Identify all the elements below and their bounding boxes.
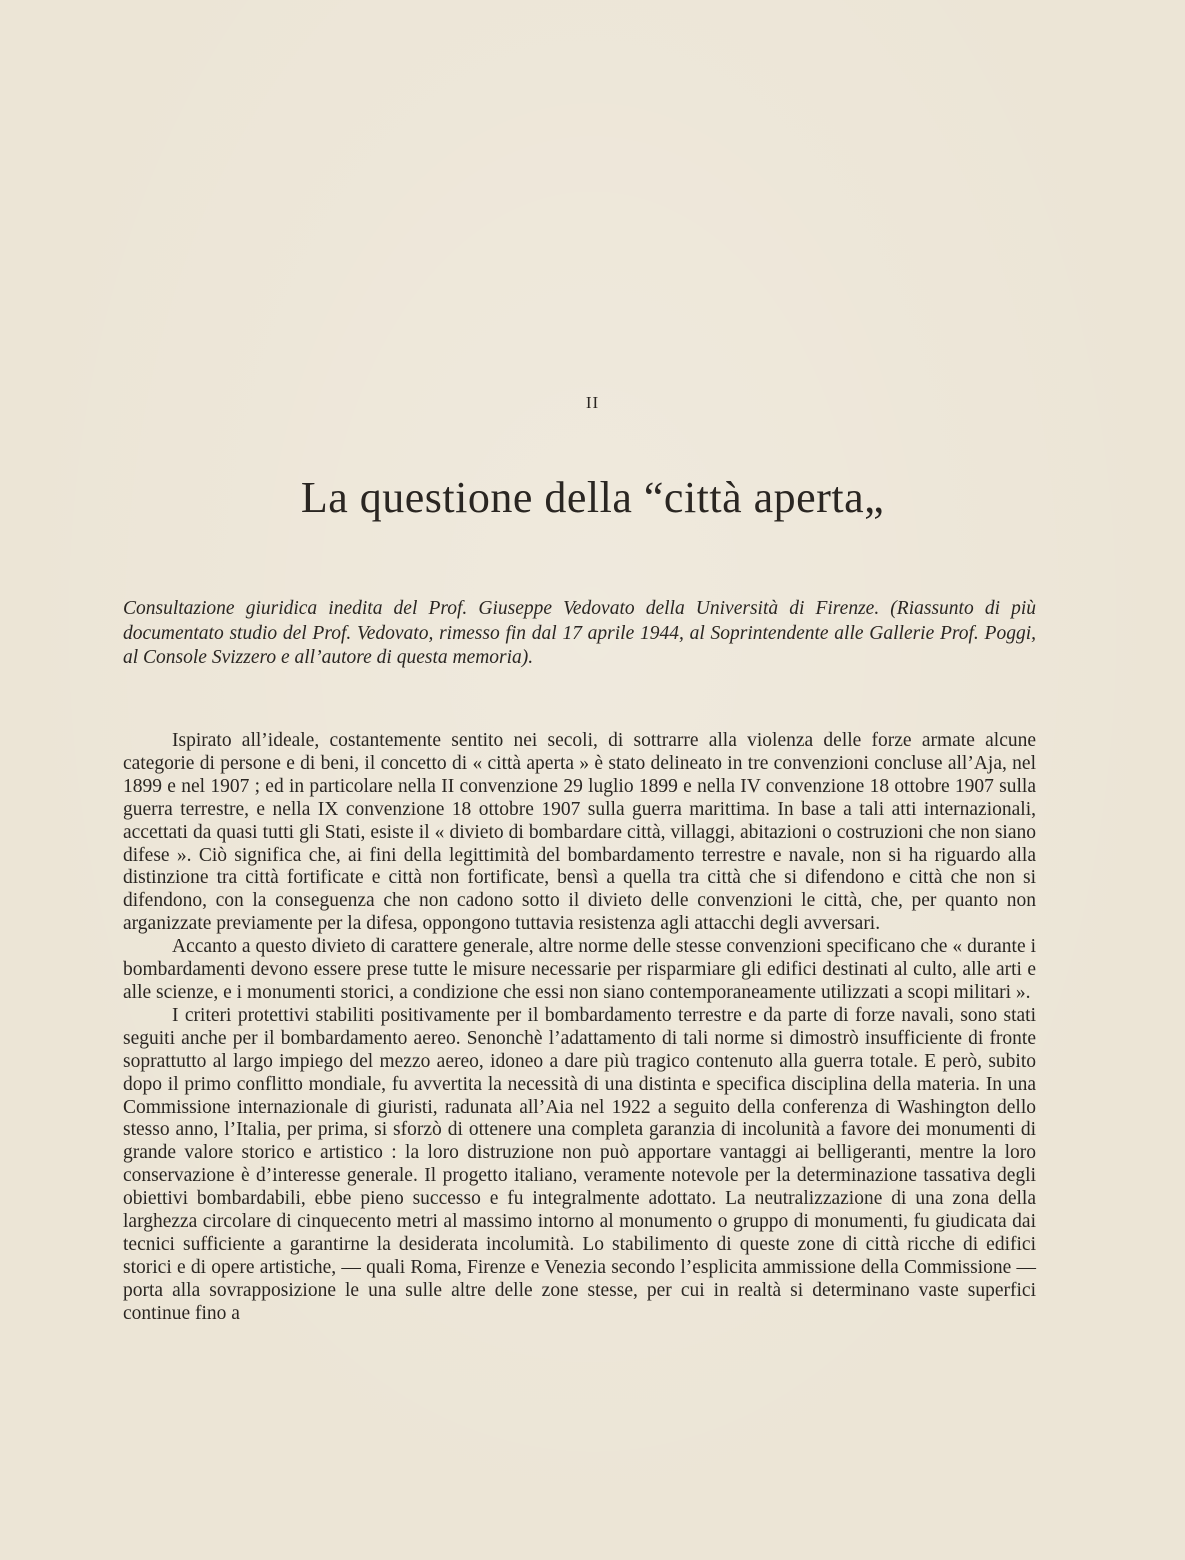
page-title: La questione della “città aperta„ bbox=[300, 473, 885, 522]
body-text bbox=[123, 730, 1036, 1326]
section-number: II bbox=[585, 393, 600, 412]
paragraph: Ispirato all’ideale, costantemente sentito nei secoli, di sottrarre alla violenza delle forze armate alcune categorie di persone e di beni, il concetto di « città aperta » è stato delineato in tre convenzioni concluse all’Aja, nel 1899 e nel 1907 ; ed in particolare nella II convenzione 29 luglio 1899 e nella IV convenzione 18 ottobre 1907 sulla guerra terrestre, e nella IX convenzione 18 ottobre 1907 sulla guerra marittima. In base a tali atti internazionali, accettati da quasi tutti gli Stati, esiste il « divieto di bombardare città, villaggi, abitazioni o costruzioni che non siano difese ». Ciò significa che, ai fini della legittimità del bombardamento terrestre e navale, non si ha riguardo alla distinzione tra città fortificate e città non fortificate, bensì a quella tra città che si difendono e città che non si difendono, con la conseguenza che non cadono sotto il divieto delle convenzioni le città, che, per quanto non arganizzate previamente per la difesa, oppongono tuttavia resistenza agli attacchi degli avversari. bbox=[123, 730, 1036, 935]
subtitle-note: Consultazione giuridica inedita del Prof. Giuseppe Vedovato della Università di Firenze. (Riassunto di più documentato studio del Prof. Vedovato, rimesso fin dal 17 aprile 1944, al Soprintendente alle Gallerie Prof. Poggi, al Console Svizzero e all’autore di questa memoria). bbox=[123, 598, 1036, 668]
paragraph: Accanto a questo divieto di carattere generale, altre norme delle stesse convenzioni specificano che « durante i bombardamenti devono essere prese tutte le misure necessarie per risparmiare gli edifici destinati al culto, alle arti e alle scienze, e i monumenti storici, a condizione che essi non siano contemporaneamente utilizzati a scopi militari ». bbox=[123, 936, 1036, 1003]
paragraph: I criteri protettivi stabiliti positivamente per il bombardamento terrestre e da parte di forze navali, sono stati seguiti anche per il bombardamento aereo. Senonchè l’adattamento di tali norme si dimostrò insufficiente di fronte soprattutto al largo impiego del mezzo aereo, idoneo a dare più tragico contenuto alla guerra totale. E però, subito dopo il primo conflitto mondiale, fu avvertita la necessità di una distinta e specifica disciplina della materia. In una Commissione internazionale di giuristi, radunata all’Aia nel 1922 a seguito della conferenza di Washington dello stesso anno, l’Italia, per prima, si sforzò di ottenere una completa garanzia di incolunità a favore dei monumenti di grande valore storico e artistico : la loro distruzione non può apportare vantaggi ai belligeranti, mentre la loro conservazione è d’interesse generale. Il progetto italiano, veramente notevole per la determinazione tassativa degli obiettivi bombardabili, ebbe pieno successo e fu integralmente adottato. La neutralizzazione di una zona della larghezza circolare di cinquecento metri al massimo intorno al monumento o gruppo di monumenti, fu giudicata dai tecnici sufficiente a garantirne la desiderata incolumità. Lo stabilimento di queste zone di città ricche di edifici storici e di opere artistiche, — quali Roma, Firenze e Venezia secondo l’esplicita ammissione della Commissione — porta alla sovrapposizione le una sulle altre delle zone stesse, per cui in realtà si determinano vaste superfici continue fino a bbox=[123, 1004, 1036, 1324]
